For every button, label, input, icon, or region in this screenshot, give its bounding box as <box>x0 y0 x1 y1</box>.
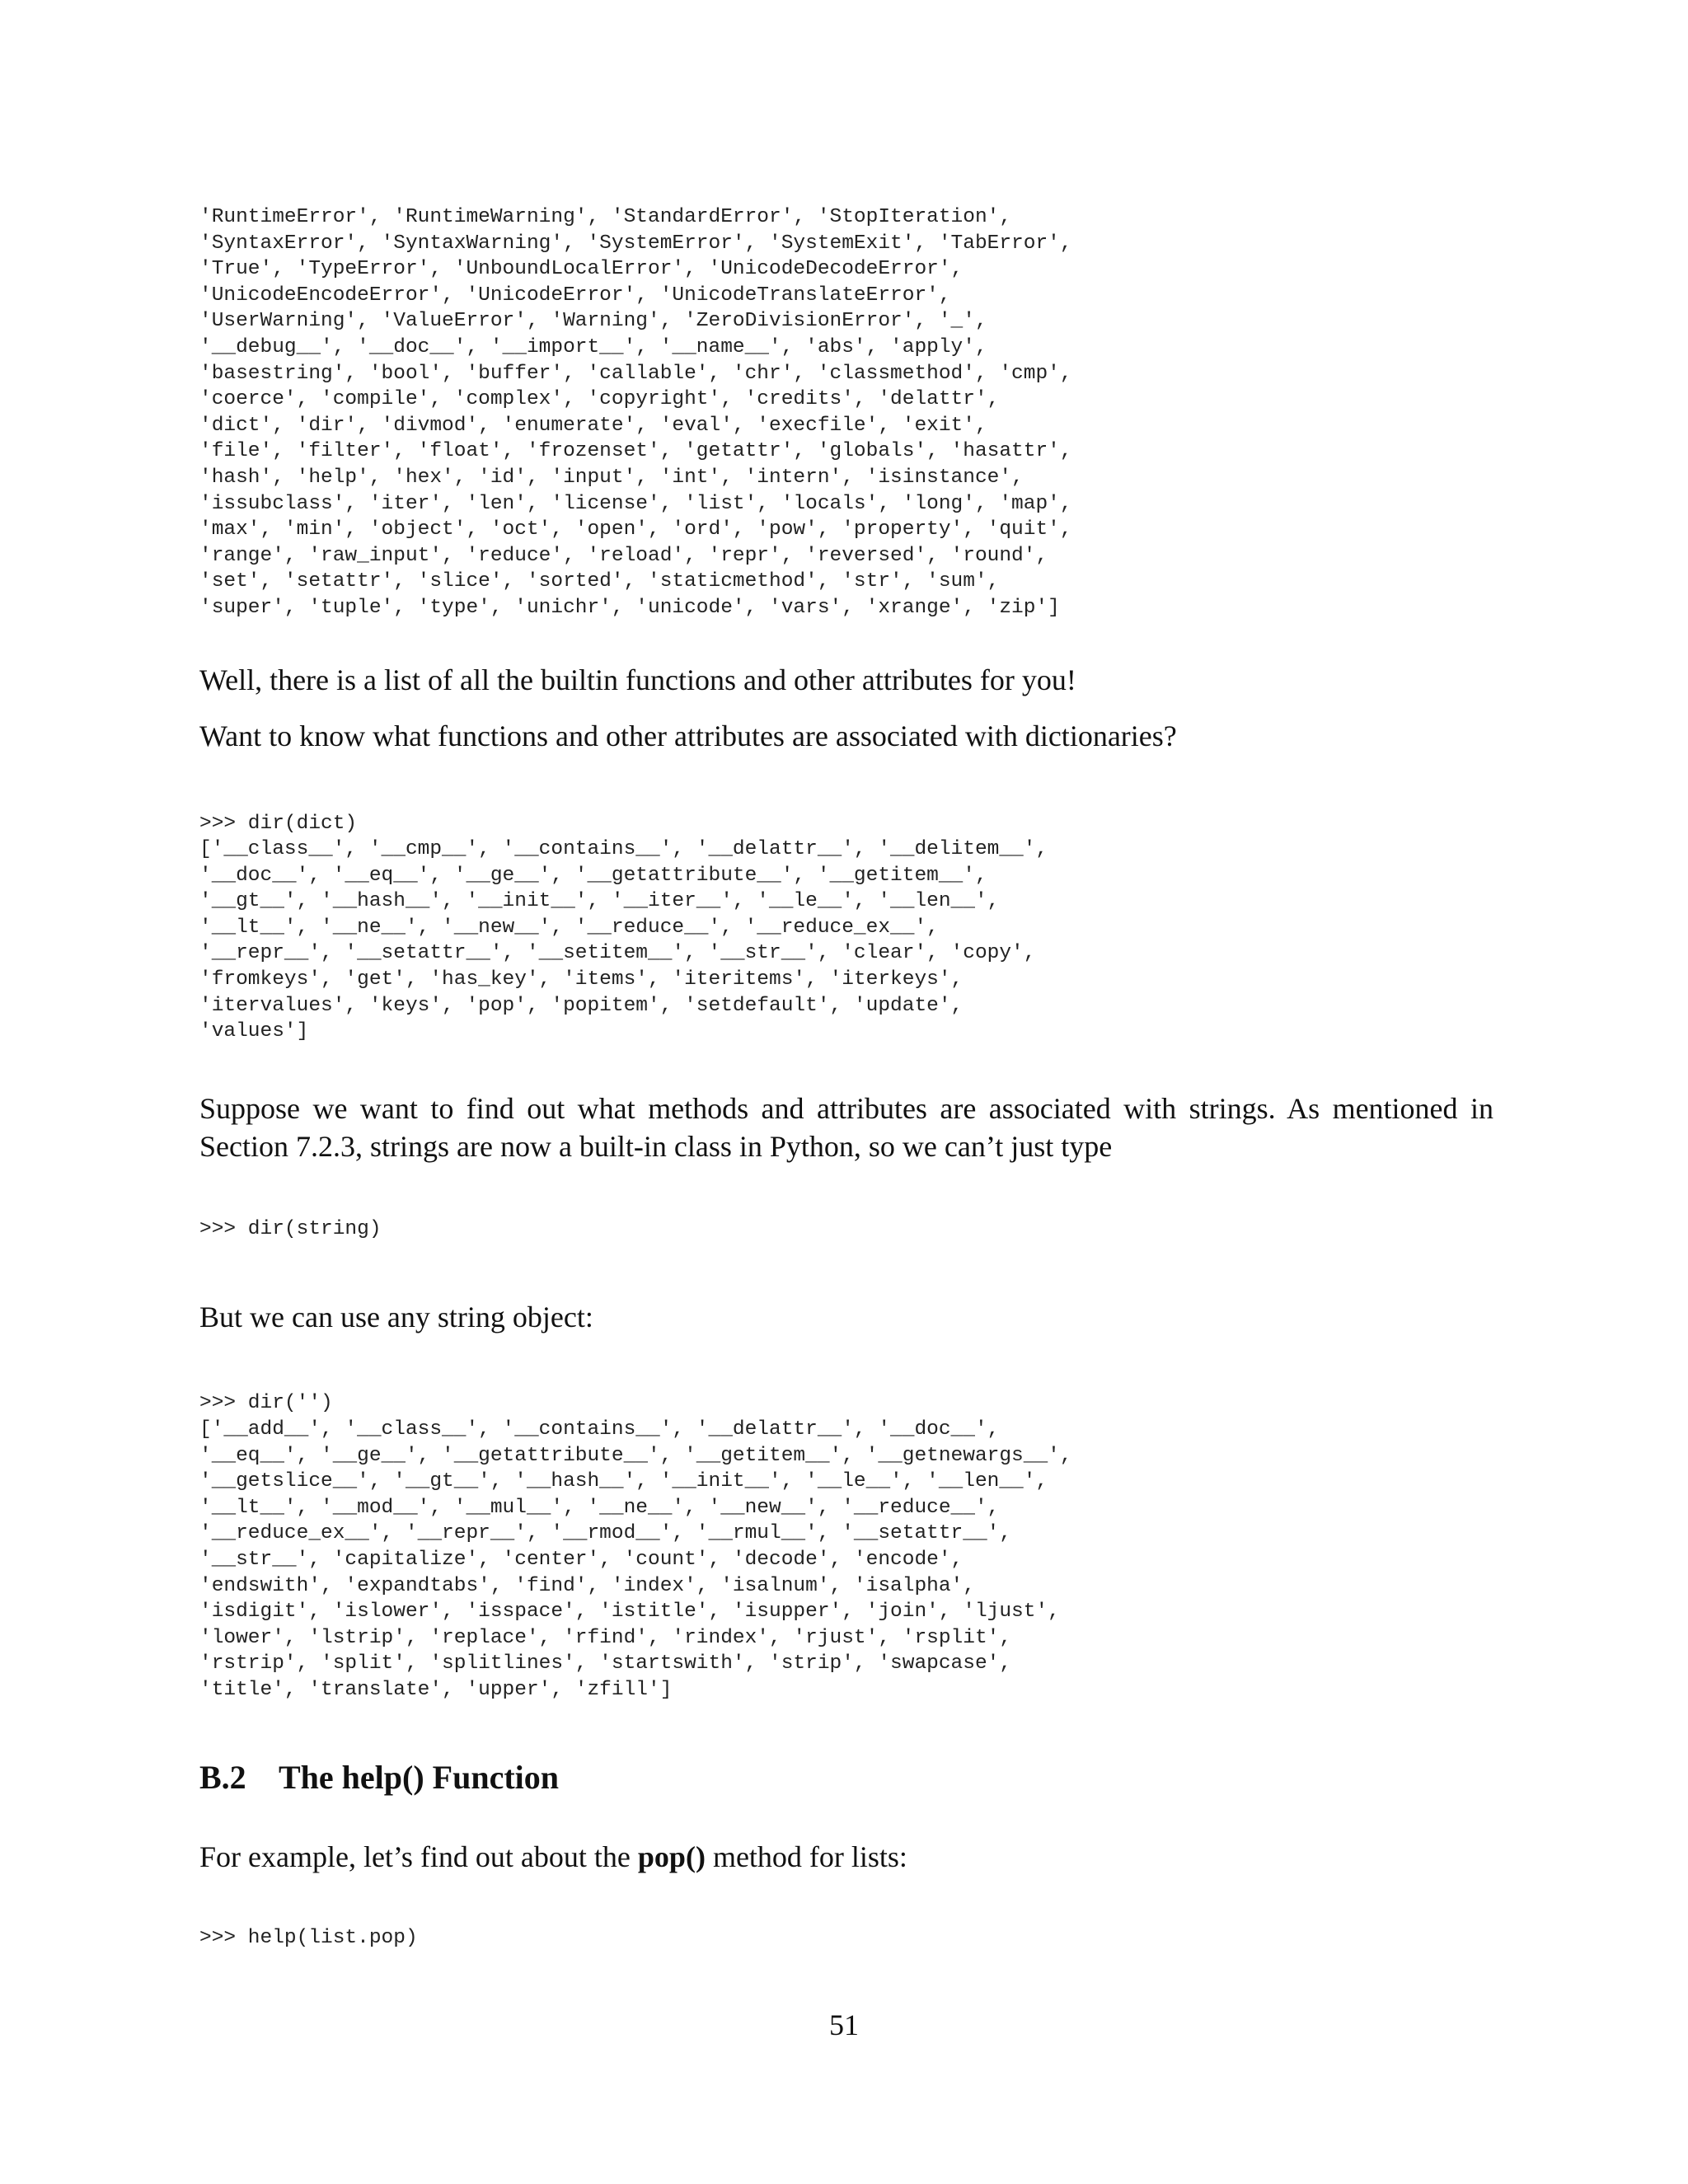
paragraph-dict-question: Want to know what functions and other attributes are associated with dictionaries? <box>199 719 1177 752</box>
code-block-dir-string: >>> dir(string) <box>199 1217 382 1240</box>
code-block-dir-empty-string: >>> dir('') ['__add__', '__class__', '__contains__', '__delattr__', '__doc__', '__eq__', '__ge__', '__getattribute__', '__getitem__', '__getnewargs__', '__getslice__', '__gt__', '__hash__', '__init__', '__le__', '__len__', '__lt__', '__mod__', '__mul__', '__ne__', '__new__', '__reduce__', '__reduce_ex__', '__repr__', '__rmod__', '__rmul__', '__setattr__', '__str__', 'capitalize', 'center', 'count', 'decode', 'encode', 'endswith', 'expandtabs', 'find', 'index', 'isalnum', 'isalpha', 'isdigit', 'islower', 'isspace', 'istitle', 'isupper', 'join', 'ljust', 'lower', 'lstrip', 'replace', 'rfind', 'rindex', 'rjust', 'rsplit', 'rstrip', 'split', 'splitlines', 'startswith', 'strip', 'swapcase', 'title', 'translate', 'upper', 'zfill'] <box>199 1392 1072 1701</box>
section-heading <box>199 1758 1493 1797</box>
section-title: The help() Function <box>279 1758 560 1796</box>
pop-example-text-after: method for lists: <box>705 1840 907 1873</box>
code-block-dir-dict: >>> dir(dict) ['__class__', '__cmp__', '__contains__', '__delattr__', '__delitem__', '__doc__', '__eq__', '__ge__', '__getattribute__', '__getitem__', '__gt__', '__hash__', '__init__', '__iter__', '__le__', '__len__', '__lt__', '__ne__', '__new__', '__reduce__', '__reduce_ex__', '__repr__', '__setattr__', '__setitem__', '__str__', 'clear', 'copy', 'fromkeys', 'get', 'has_key', 'items', 'iteritems', 'iterkeys', 'itervalues', 'keys', 'pop', 'popitem', 'setdefault', 'update', 'values'] <box>199 812 1048 1043</box>
page-number: 51 <box>829 2008 859 2041</box>
paragraph-strings-intro: Suppose we want to find out what methods and attributes are associated with strings. As mentioned in Section 7.2.3, strings are now a built-in class in Python, so we can’t just type <box>199 1091 1493 1163</box>
page-content <box>199 204 1493 1951</box>
pop-method-name: pop() <box>637 1840 706 1873</box>
paragraph-string-object: But we can use any string object: <box>199 1301 593 1334</box>
paragraph-pop-example <box>199 1838 1493 1876</box>
pop-example-text-before: For example, let’s find out about the <box>199 1840 638 1873</box>
code-block-builtins-list: 'RuntimeError', 'RuntimeWarning', 'StandardError', 'StopIteration', 'SyntaxError', 'SyntaxWarning', 'SystemError', 'SystemExit', 'TabError', 'True', 'TypeError', 'UnboundLocalError', 'UnicodeDecodeError', 'UnicodeEncodeError', 'UnicodeError', 'UnicodeTranslateError', 'UserWarning', 'ValueError', 'Warning', 'ZeroDivisionError', '_', '__debug__', '__doc__', '__import__', '__name__', 'abs', 'apply', 'basestring', 'bool', 'buffer', 'callable', 'chr', 'classmethod', 'cmp', 'coerce', 'compile', 'complex', 'copyright', 'credits', 'delattr', 'dict', 'dir', 'divmod', 'enumerate', 'eval', 'execfile', 'exit', 'file', 'filter', 'float', 'frozenset', 'getattr', 'globals', 'hasattr', 'hash', 'help', 'hex', 'id', 'input', 'int', 'intern', 'isinstance', 'issubclass', 'iter', 'len', 'license', 'list', 'locals', 'long', 'map', 'max', 'min', 'object', 'oct', 'open', 'ord', 'pow', 'property', 'quit', 'range', 'raw_input', 'reduce', 'reload', 'repr', 'reversed', 'round', 'set', 'setattr', 'slice', 'sorted', 'staticmethod', 'str', 'sum', 'super', 'tuple', 'type', 'unichr', 'unicode', 'vars', 'xrange', 'zip'] <box>199 206 1072 619</box>
paragraph-builtins-summary: Well, there is a list of all the builtin functions and other attributes for you! <box>199 663 1076 696</box>
code-block-help-pop: >>> help(list.pop) <box>199 1926 418 1949</box>
section-number: B.2 <box>199 1758 246 1796</box>
